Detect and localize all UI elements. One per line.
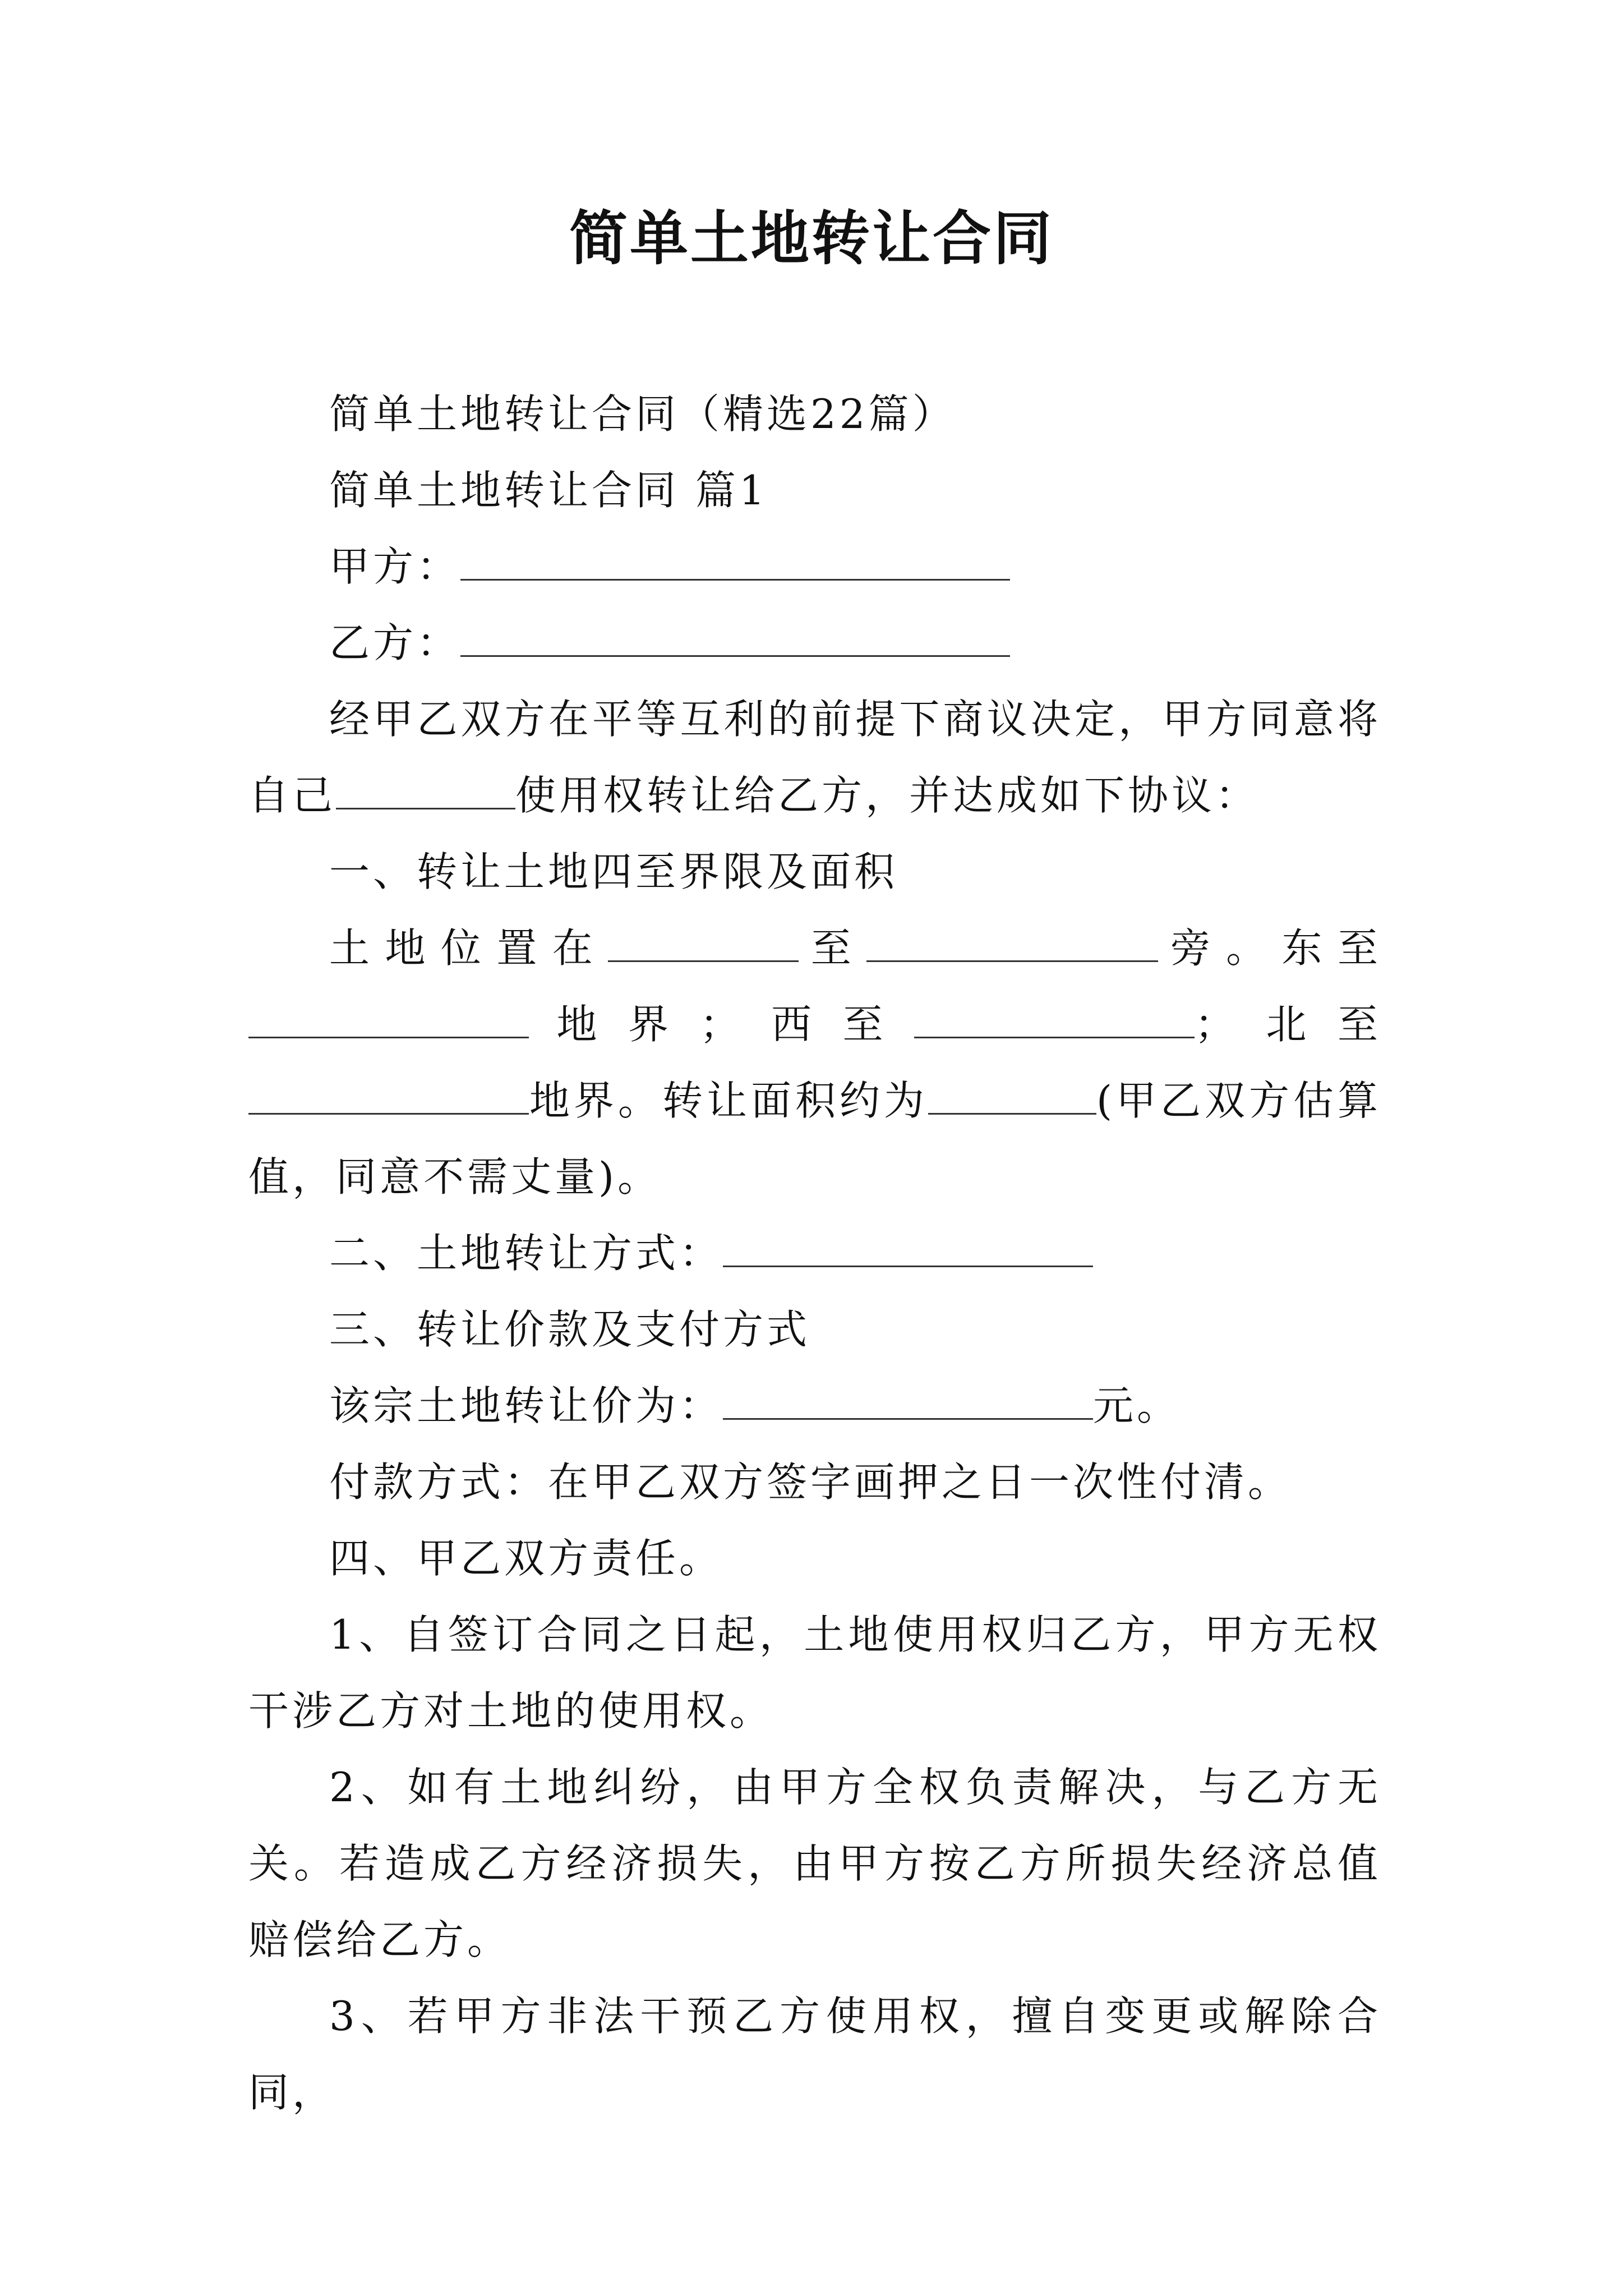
document-body <box>248 376 1381 2131</box>
area-blank <box>928 1075 1096 1115</box>
section-heading: 简单土地转让合同 篇1 <box>329 467 768 514</box>
party-b-label: 乙方： <box>329 619 461 666</box>
heading-1: 一、转让土地四至界限及面积 <box>329 848 898 895</box>
loc-text-1: 土地位置在 <box>329 924 608 972</box>
heading-3: 三、转让价款及支付方式 <box>329 1306 811 1353</box>
heading-2-line <box>248 1215 1381 1291</box>
party-a-label: 甲方： <box>329 543 461 590</box>
document-title: 简单土地转让合同 <box>569 204 1054 273</box>
loc-blank-2 <box>866 922 1158 962</box>
loc-blank-1 <box>608 922 799 962</box>
transfer-method-blank <box>723 1227 1093 1267</box>
loc-text-6: 地界。转让面积约为 <box>529 1077 928 1124</box>
price-unit: 元。 <box>1093 1382 1181 1429</box>
item-1: 1、自签订合同之日起，土地使用权归乙方，甲方无权干涉乙方对土地的使用权。 <box>248 1611 1381 1734</box>
price-line <box>248 1368 1381 1444</box>
loc-text-4: 地界；西至 <box>529 1001 914 1048</box>
subtitle: 简单土地转让合同（精选22篇） <box>329 390 956 438</box>
land-blank <box>336 770 515 809</box>
intro-text-1: 经甲乙双方在平等互利的前提下商议决定，甲方同意将自己 <box>248 696 1381 819</box>
payment-line: 付款方式：在甲乙双方签字画押之日一次性付清。 <box>329 1458 1292 1506</box>
north-blank <box>248 1075 529 1115</box>
party-b-line <box>248 605 1381 681</box>
party-a-blank <box>460 541 1010 581</box>
intro-text-2: 使用权转让给乙方，并达成如下协议： <box>515 772 1260 819</box>
location-paragraph <box>248 910 1381 1215</box>
heading-2-label: 二、土地转让方式： <box>329 1230 723 1277</box>
price-label: 该宗土地转让价为： <box>329 1382 723 1429</box>
heading-4: 四、甲乙双方责任。 <box>329 1535 723 1582</box>
price-blank <box>723 1380 1093 1420</box>
item-3: 3、若甲方非法干预乙方使用权，擅自变更或解除合同， <box>248 1993 1381 2116</box>
west-blank <box>914 999 1195 1038</box>
east-blank <box>248 999 529 1038</box>
loc-text-5: ；北至 <box>1194 1001 1381 1048</box>
item-2: 2、如有土地纠纷，由甲方全权负责解决，与乙方无关。若造成乙方经济损失，由甲方按乙方所损失经济总值赔偿给乙方。 <box>248 1764 1381 1963</box>
loc-text-7: (甲乙双方估算值，同意不需丈量)。 <box>248 1077 1381 1200</box>
loc-text-3: 旁。东至 <box>1158 924 1381 972</box>
party-a-line <box>248 528 1381 605</box>
loc-text-2: 至 <box>799 924 867 972</box>
intro-paragraph <box>248 681 1381 834</box>
party-b-blank <box>460 617 1010 657</box>
